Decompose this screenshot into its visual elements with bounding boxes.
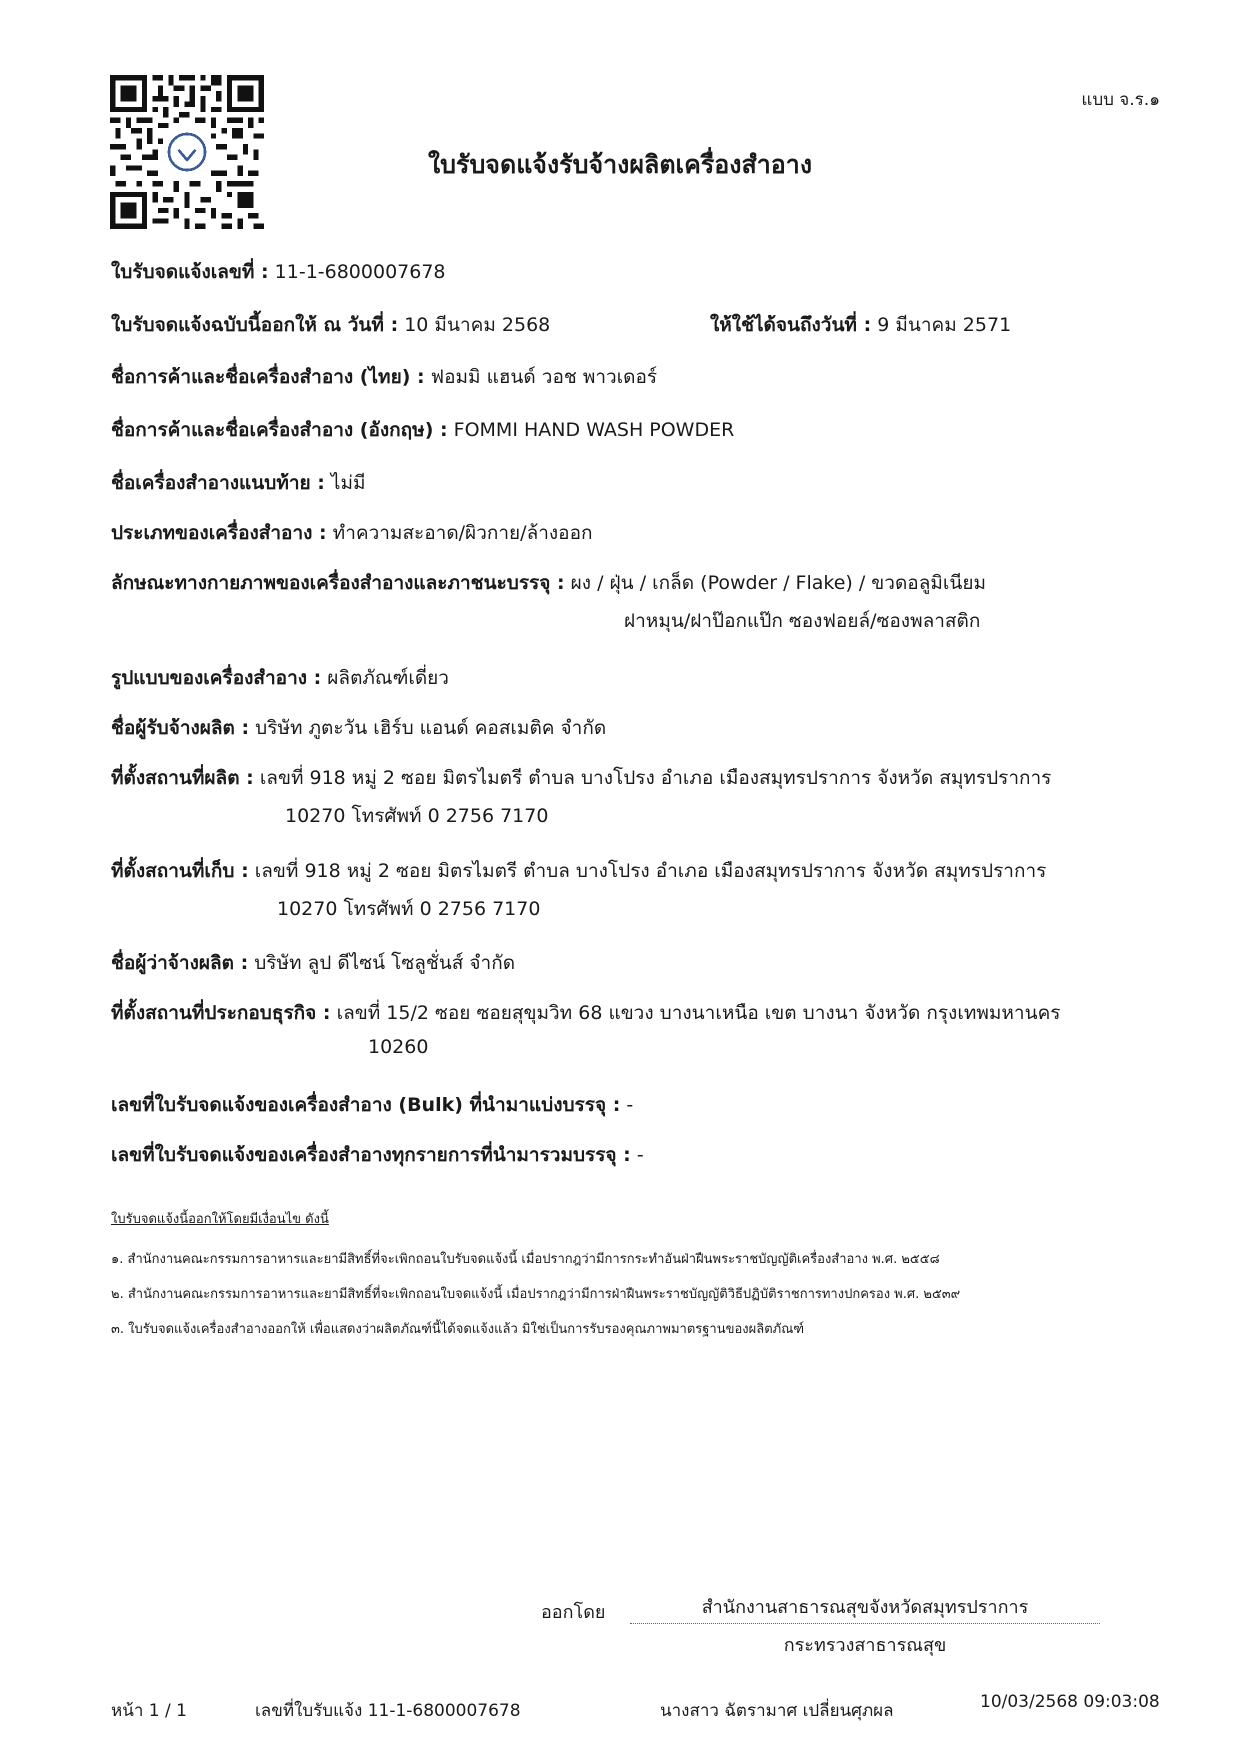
conditions-heading: ใบรับจดแจ้งนี้ออกให้โดยมีเงื่อนไข ดังนี้ (111, 1212, 329, 1227)
attached-row (111, 468, 366, 498)
physical-row (111, 568, 986, 598)
valid-until-label: ให้ใช้ได้จนถึงวันที่ : (710, 314, 872, 336)
storage-site-label: ที่ตั้งสถานที่เก็บ : (111, 860, 249, 882)
hirer-value: บริษัท ลูป ดีไซน์ โซลูชั่นส์ จำกัด (254, 952, 516, 974)
manufacturer-value: บริษัท ภูตะวัน เฮิร์บ แอนด์ คอสเมติค จำกัด (255, 717, 607, 739)
manufacturer-row (111, 713, 606, 743)
name-english-label: ชื่อการค้าและชื่อเครื่องสำอาง (อังกฤษ) : (111, 419, 448, 441)
physical-label: ลักษณะทางกายภาพของเครื่องสำอางและภาชนะบรรจุ : (111, 572, 565, 594)
storage-site-value: เลขที่ 918 หมู่ 2 ซอย มิตรไมตรี ตำบล บางโปรง อำเภอ เมืองสมุทรปราการ จังหวัด สมุทรปราการ (254, 860, 1047, 882)
format-value: ผลิตภัณฑ์เดี่ยว (327, 667, 449, 689)
issue-date-label: ใบรับจดแจ้งฉบับนี้ออกให้ ณ วันที่ : (111, 314, 399, 336)
name-english-row (111, 415, 734, 445)
format-label: รูปแบบของเครื่องสำอาง : (111, 667, 322, 689)
combined-label: เลขที่ใบรับจดแจ้งของเครื่องสำอางทุกรายการที่นำมารวมบรรจุ : (111, 1144, 631, 1166)
name-thai-row (111, 362, 657, 392)
production-site-value: เลขที่ 918 หมู่ 2 ซอย มิตรไมตรี ตำบล บางโปรง อำเภอ เมืองสมุทรปราการ จังหวัด สมุทรปราการ (259, 767, 1052, 789)
hirer-label: ชื่อผู้ว่าจ้างผลิต : (111, 952, 249, 974)
storage-site-continued: 10270 โทรศัพท์ 0 2756 7170 (277, 898, 541, 920)
footer-timestamp: 10/03/2568 09:03:08 (980, 1692, 1160, 1712)
issued-by-label: ออกโดย (541, 1602, 606, 1623)
footer-reference-number: เลขที่ใบรับแจ้ง 11-1-6800007678 (255, 1701, 521, 1721)
production-site-continued: 10270 โทรศัพท์ 0 2756 7170 (285, 805, 549, 827)
combined-value: - (636, 1144, 644, 1166)
physical-value-continued: ฝาหมุน/ฝาป๊อกแป๊ก ซองฟอยล์/ซองพลาสติก (624, 610, 981, 632)
officer-name: นางสาว ฉัตรามาศ เปลี่ยนศุภผล (660, 1701, 894, 1721)
attached-label: ชื่อเครื่องสำอางแนบท้าย : (111, 472, 325, 494)
document-title: ใบรับจดแจ้งรับจ้างผลิตเครื่องสำอาง (427, 150, 813, 179)
name-thai-value: ฟอมมิ แฮนด์ วอช พาวเดอร์ (430, 366, 658, 388)
ministry-name: กระทรวงสาธารณสุข (783, 1635, 947, 1656)
physical-value: ผง / ฝุ่น / เกล็ด (Powder / Flake) / ขวดอลูมิเนียม (570, 572, 987, 594)
business-site-label: ที่ตั้งสถานที่ประกอบธุรกิจ : (111, 1002, 331, 1024)
manufacturer-label: ชื่อผู้รับจ้างผลิต : (111, 717, 250, 739)
bulk-value: - (626, 1094, 634, 1116)
business-site-continued: 10260 (368, 1036, 429, 1058)
hirer-row (111, 948, 515, 978)
form-code: แบบ จ.ร.๑ (1081, 90, 1160, 110)
condition-item: ๒. สำนักงานคณะกรรมการอาหารและยามีสิทธิ์ที่จะเพิกถอนใบจดแจ้งนี้ เมื่อปรากฎว่ามีการฝ่าฝืนพระราชบัญญัติวิธีปฏิบัติราชการทางปกครอง พ.ศ. ๒๕๓๙ (111, 1287, 961, 1302)
attached-value: ไม่มี (330, 472, 366, 494)
condition-item: ๓. ใบรับจดแจ้งเครื่องสำอางออกให้ เพื่อแสดงว่าผลิตภัณฑ์นี้ได้จดแจ้งแล้ว มิใช่เป็นการรับรองคุณภาพมาตรฐานของผลิตภัณฑ์ (111, 1322, 805, 1337)
page-number: หน้า 1 / 1 (111, 1701, 187, 1721)
issue-date-value: 10 มีนาคม 2568 (404, 314, 551, 336)
format-row (111, 663, 449, 693)
production-site-label: ที่ตั้งสถานที่ผลิต : (111, 767, 254, 789)
type-row (111, 518, 592, 548)
bulk-label: เลขที่ใบรับจดแจ้งของเครื่องสำอาง (Bulk) ที่นำมาแบ่งบรรจุ : (111, 1094, 621, 1116)
business-site-row (111, 998, 1061, 1028)
issuing-office: สำนักงานสาธารณสุขจังหวัดสมุทรปราการ (630, 1592, 1100, 1624)
valid-until-value: 9 มีนาคม 2571 (877, 314, 1012, 336)
valid-until-row (710, 310, 1011, 340)
bulk-row (111, 1090, 633, 1120)
production-site-row (111, 763, 1051, 793)
notify-number-label: ใบรับจดแจ้งเลขที่ : (111, 261, 269, 283)
combined-row (111, 1140, 644, 1170)
condition-item: ๑. สำนักงานคณะกรรมการอาหารและยามีสิทธิ์ที่จะเพิกถอนใบรับจดแจ้งนี้ เมื่อปรากฎว่ามีการกระทำอันฝ่าฝืนพระราชบัญญัติเครื่องสำอาง พ.ศ. ๒๕๕๘ (111, 1252, 940, 1267)
type-value: ทำความสะอาด/ผิวกาย/ล้างออก (332, 522, 593, 544)
notify-number-row (111, 257, 446, 287)
issue-date-row (111, 310, 550, 340)
storage-site-row (111, 856, 1046, 886)
name-thai-label: ชื่อการค้าและชื่อเครื่องสำอาง (ไทย) : (111, 366, 425, 388)
business-site-value: เลขที่ 15/2 ซอย ซอยสุขุมวิท 68 แขวง บางนาเหนือ เขต บางนา จังหวัด กรุงเทพมหานคร (336, 1002, 1061, 1024)
name-english-value: FOMMI HAND WASH POWDER (453, 419, 735, 441)
notify-number-value: 11-1-6800007678 (274, 261, 446, 283)
type-label: ประเภทของเครื่องสำอาง : (111, 522, 327, 544)
